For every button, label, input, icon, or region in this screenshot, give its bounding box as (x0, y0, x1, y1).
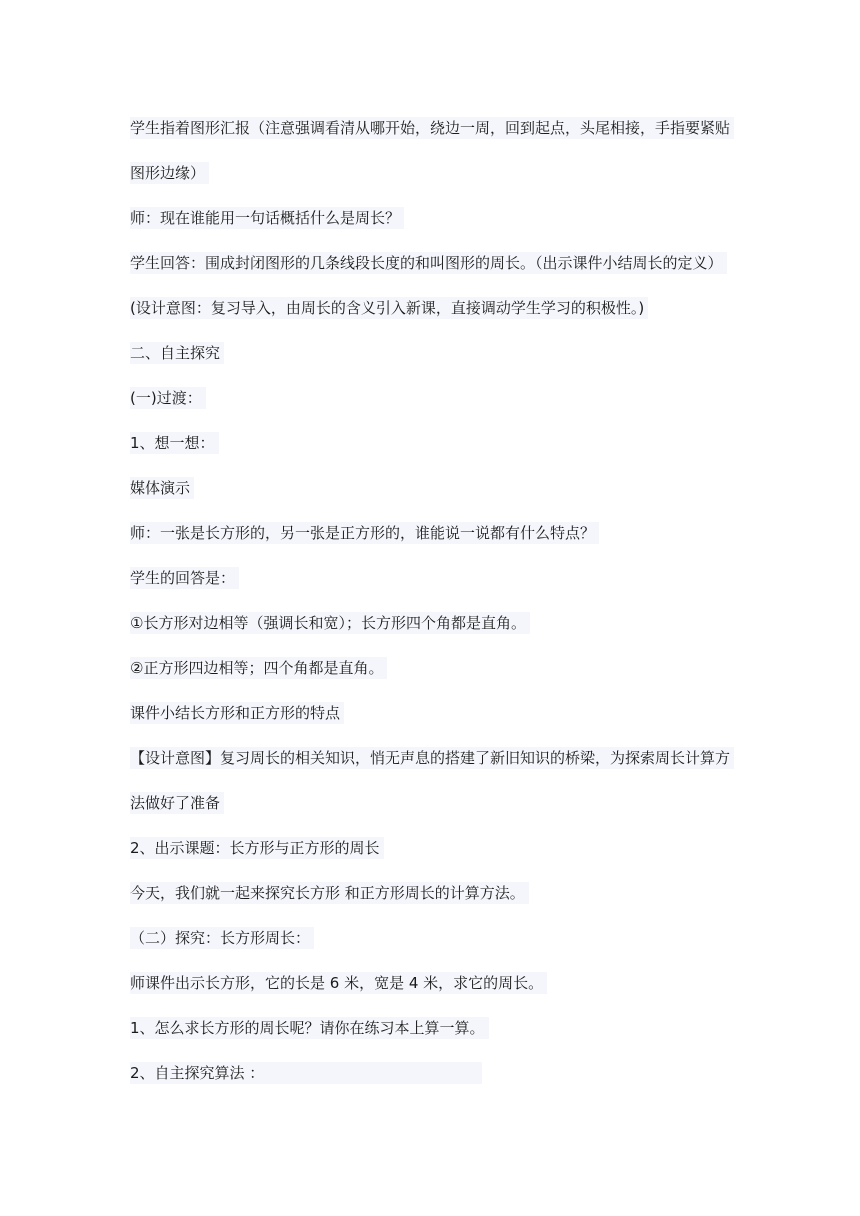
text-line (130, 297, 648, 319)
text-line-content: (一)过渡： (130, 387, 206, 409)
text-line (130, 927, 314, 949)
text-line-content: 师：一张是长方形的，另一张是正方形的，谁能说一说都有什么特点？ (130, 522, 599, 544)
text-line-content: 学生的回答是： (130, 567, 239, 589)
text-line (130, 387, 206, 409)
text-line-content: 法做好了准备 (130, 792, 224, 814)
text-line (130, 567, 239, 589)
text-line (130, 117, 734, 139)
text-line-content: 媒体演示 (130, 477, 194, 499)
text-line (130, 747, 734, 769)
text-line (130, 882, 529, 904)
text-line-content: (设计意图：复习导入，由周长的含义引入新课，直接调动学生学习的积极性。) (130, 297, 648, 319)
text-line-content: 学生指着图形汇报（注意强调看清从哪开始，绕边一周，回到起点，头尾相接，手指要紧贴 (130, 117, 734, 139)
section-heading (130, 342, 224, 364)
text-line (130, 702, 344, 724)
text-line-content: 二、自主探究 (130, 342, 224, 364)
text-line (130, 522, 599, 544)
text-line-content: ①长方形对边相等（强调长和宽）；长方形四个角都是直角。 (130, 612, 530, 634)
text-line-content: 课件小结长方形和正方形的特点 (130, 702, 344, 724)
text-line (130, 477, 194, 499)
text-line (130, 612, 530, 634)
text-line (130, 972, 547, 994)
text-line (130, 207, 404, 229)
text-line-content: 【设计意图】复习周长的相关知识，悄无声息的搭建了新旧知识的桥梁，为探索周长计算方 (130, 747, 734, 769)
text-line (130, 837, 384, 859)
text-line (130, 432, 219, 454)
text-line (130, 657, 387, 679)
text-line-content: 1、想一想： (130, 432, 219, 454)
text-line-content: 1、怎么求长方形的周长呢？请你在练习本上算一算。 (130, 1017, 489, 1039)
text-line-content: 今天，我们就一起来探究长方形 和正方形周长的计算方法。 (130, 882, 529, 904)
text-line-content: 2、自主探究算法 ： (130, 1062, 482, 1084)
text-line-content: 学生回答：围成封闭图形的几条线段长度的和叫图形的周长。（出示课件小结周长的定义） (130, 252, 727, 274)
text-line (130, 162, 209, 184)
text-line-content: 图形边缘） (130, 162, 209, 184)
text-line (130, 252, 727, 274)
text-line-content: 师：现在谁能用一句话概括什么是周长？ (130, 207, 404, 229)
text-line (130, 1062, 482, 1084)
text-line (130, 1017, 489, 1039)
text-line-content: 师课件出示长方形，它的长是 6 米，宽是 4 米，求它的周长。 (130, 972, 547, 994)
text-line-content: （二）探究：长方形周长： (130, 927, 314, 949)
text-line-content: ②正方形四边相等；四个角都是直角。 (130, 657, 387, 679)
text-line-content: 2、出示课题：长方形与正方形的周长 (130, 837, 384, 859)
text-line (130, 792, 224, 814)
